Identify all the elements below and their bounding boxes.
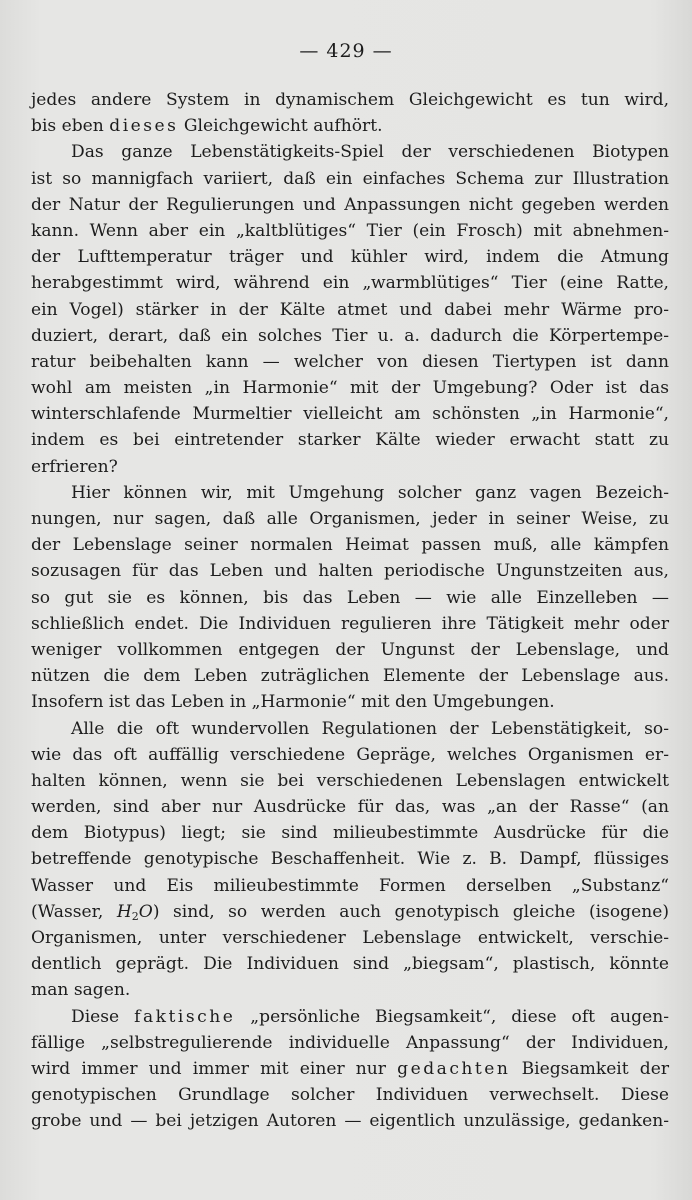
text-line: nungen, nur sagen, daß alle Organismen, jeder in seiner Weise, zu [31,509,669,529]
page-number: — 429 — [299,40,393,62]
text-line: werden, sind aber nur Ausdrücke für das, was „an der Rasse“ (an [31,797,669,818]
text-line: so gut sie es können, bis das Leben — wie alle Einzelleben — [31,587,669,608]
text-line [31,1056,669,1082]
text-line: der Lufttemperatur träger und kühler wird, indem die Atmung [31,247,669,268]
text-line [31,113,669,139]
text-segment: Diese [71,1006,120,1027]
text-line: man sagen. [31,980,131,1001]
text-line: winterschlafende Murmeltier vielleicht am schönsten „in Harmonie“, [31,404,669,425]
text-line: wie das oft auffällig verschiedene Gepräge, welches Organismen er- [31,744,669,765]
text-line: fällige „selbstregulierende individuelle Anpassung“ der Individuen, [31,1032,669,1053]
text-line: grobe und — bei jetzigen Autoren — eigentlich unzulässige, gedanken- [31,1111,669,1132]
text-line: ist so mannigfach variiert, daß ein einfaches Schema zur Illustration [31,168,669,189]
text-line: ein Vogel) stärker in der Kälte atmet und dabei mehr Wärme pro- [31,299,669,320]
text-line: erfrieren? [31,456,118,477]
text-line: jedes andere System in dynamischem Gleichgewicht es tun wird, [31,90,669,110]
text-segment: wird immer und immer mit einer nur [31,1058,386,1079]
text-line: sozusagen für das Leben und halten periodische Ungunstzeiten aus, [31,561,669,582]
body-text [31,87,669,1135]
text-segment: „persönliche Biegsamkeit“, diese oft augen- [250,1006,670,1027]
text-line: schließlich endet. Die Individuen regulieren ihre Tätigkeit mehr oder [31,613,669,634]
text-line: Insofern ist das Leben in „Harmonie“ mit den Umgebungen. [31,692,555,713]
text-segment: Biegsamkeit der [521,1058,670,1079]
text-line: wohl am meisten „in Harmonie“ mit der Umgebung? Oder ist das [31,378,669,399]
text-line: halten können, wenn sie bei verschiedenen Lebenslagen entwickelt [31,770,669,791]
text-segment: (Wasser, [31,901,104,922]
formula-subscript: 2 [131,909,139,923]
text-line: Alle die oft wundervollen Regulationen der Lebenstätigkeit, so- [71,718,669,739]
text-line: weniger vollkommen entgegen der Ungunst der Lebenslage, und [31,639,669,660]
formula-h: H [116,901,132,922]
text-line [31,899,669,925]
text-line: dentlich geprägt. Die Individuen sind „biegsam“, plastisch, könnte [31,954,669,975]
text-line: Wasser und Eis milieubestimmte Formen derselben „Substanz“ [31,875,669,896]
text-line: betreffende genotypische Beschaffenheit. Wie z. B. Dampf, flüssiges [31,849,669,870]
text-line: genotypischen Grundlage solcher Individuen verwechselt. Diese [31,1085,669,1106]
text-segment: bis eben [31,116,104,137]
text-line: Organismen, unter verschiedener Lebenslage entwickelt, verschie- [31,928,669,948]
text-segment: ) sind, so werden auch genotypisch gleiche (isogene) [152,901,669,922]
text-line: herabgestimmt wird, während ein „warmblütiges“ Tier (eine Ratte, [31,273,669,294]
text-segment: Gleichgewicht aufhört. [183,116,383,137]
text-line [31,1004,669,1030]
emphasized-word: dieses [109,116,179,137]
emphasized-word: gedachten [397,1058,511,1079]
text-line: dem Biotypus) liegt; sie sind milieubestimmte Ausdrücke für die [31,823,669,844]
emphasized-word: faktische [134,1006,236,1027]
text-line: der Natur der Regulierungen und Anpassungen nicht gegeben werden [31,194,669,215]
text-line: kann. Wenn aber ein „kaltblütiges“ Tier (ein Frosch) mit abnehmen- [31,220,669,241]
text-line: ratur beibehalten kann — welcher von diesen Tiertypen ist dann [31,351,669,372]
text-line: indem es bei eintretender starker Kälte wieder erwacht statt zu [31,430,669,451]
text-line: duziert, derart, daß ein solches Tier u. a. dadurch die Körpertempe- [31,325,669,346]
text-line: Das ganze Lebenstätigkeits-Spiel der verschiedenen Biotypen [71,142,669,163]
text-line: Hier können wir, mit Umgehung solcher ganz vagen Bezeich- [71,482,669,503]
text-line: nützen die dem Leben zuträglichen Elemente der Lebenslage aus. [31,666,669,687]
text-line: der Lebenslage seiner normalen Heimat passen muß, alle kämpfen [31,535,669,556]
formula-o: O [138,901,153,922]
